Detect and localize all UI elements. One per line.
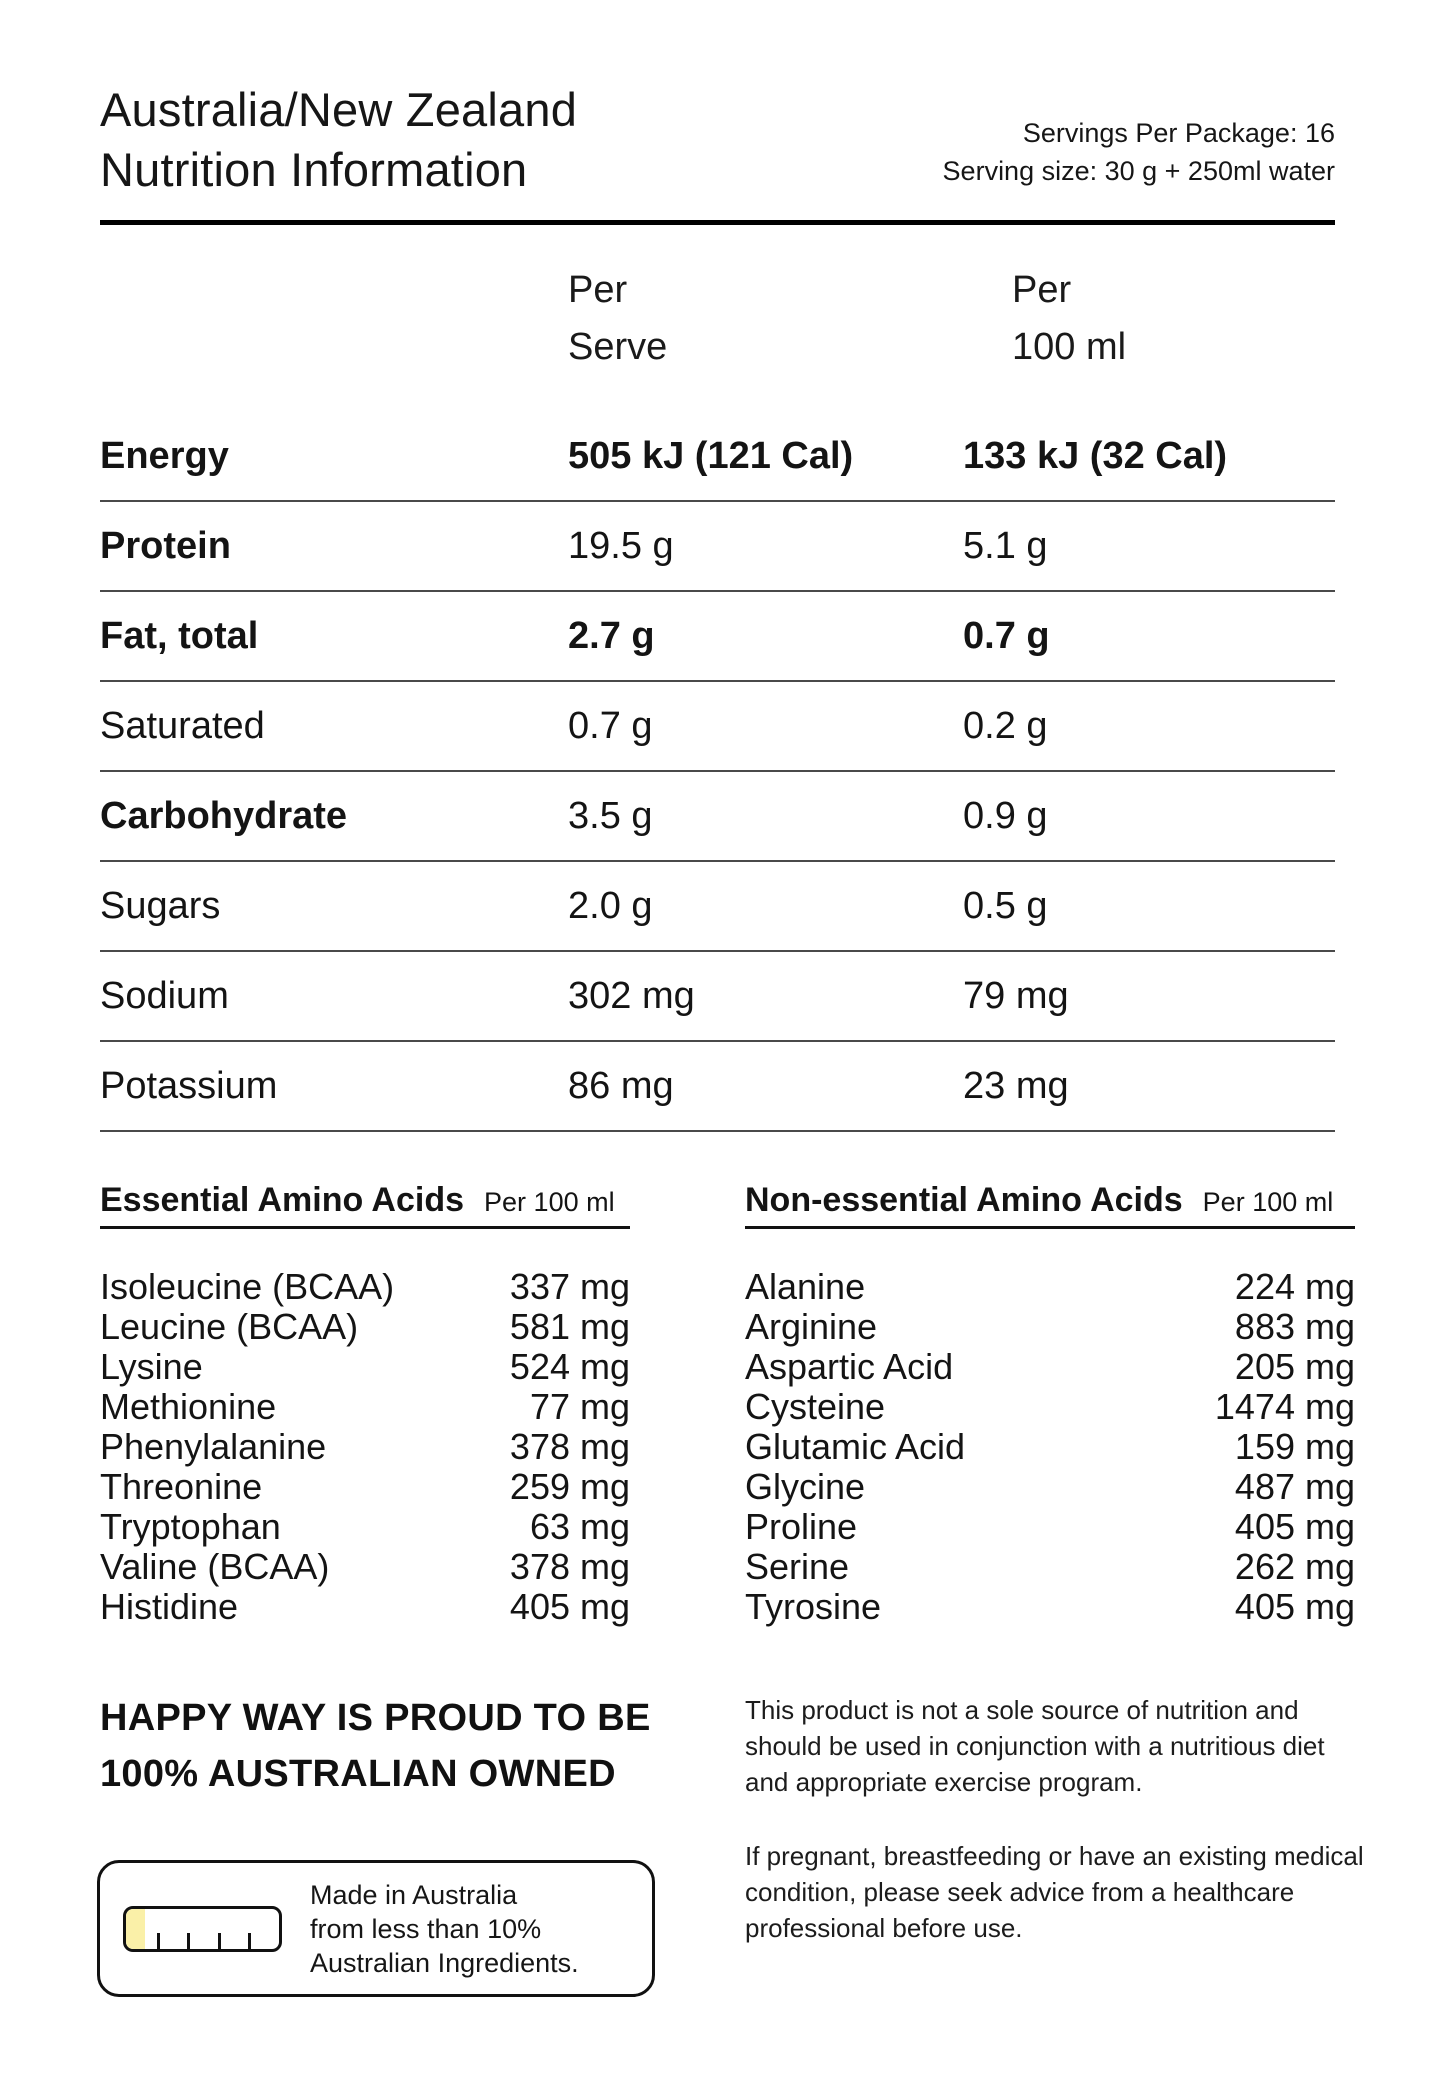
section-title: Essential Amino Acids bbox=[100, 1181, 465, 1219]
disclaimer-nutrition: This product is not a sole source of nutrition and should be used in conjunction with a nutritious diet and appropriate exercise program. bbox=[745, 1695, 1325, 1797]
row-value-per-serve: 505 kJ (121 Cal) bbox=[568, 434, 854, 477]
amino-name: Histidine bbox=[100, 1586, 239, 1627]
row-label: Sodium bbox=[100, 974, 229, 1017]
meter-tick bbox=[248, 1933, 251, 1949]
made-in-australia-badge bbox=[97, 1860, 655, 1997]
section-header bbox=[100, 1181, 630, 1229]
list-item bbox=[745, 1587, 1355, 1627]
amino-name: Methionine bbox=[100, 1386, 277, 1427]
list-item bbox=[100, 1307, 630, 1347]
amino-name: Proline bbox=[745, 1506, 858, 1547]
row-value-per-serve: 19.5 g bbox=[568, 524, 674, 567]
per-100ml-line1: Per bbox=[1012, 269, 1072, 311]
row-label: Potassium bbox=[100, 1064, 278, 1107]
per-serve-line2: Serve bbox=[568, 326, 668, 368]
ownership-heading bbox=[100, 1690, 651, 1802]
amino-value: 77 mg bbox=[529, 1386, 630, 1427]
table-row-sodium bbox=[100, 952, 1335, 1042]
row-value-per-100ml: 23 mg bbox=[963, 1064, 1069, 1107]
header-divider bbox=[100, 220, 1335, 225]
amino-value: 259 mg bbox=[509, 1466, 630, 1507]
amino-value: 224 mg bbox=[1234, 1266, 1355, 1307]
row-value-per-100ml: 79 mg bbox=[963, 974, 1069, 1017]
meter-tick bbox=[157, 1933, 160, 1949]
table-row-protein bbox=[100, 502, 1335, 592]
section-header bbox=[745, 1181, 1355, 1229]
list-item bbox=[100, 1387, 630, 1427]
amino-name: Tyrosine bbox=[745, 1586, 882, 1627]
package-info bbox=[943, 114, 1335, 190]
row-value-per-serve: 302 mg bbox=[568, 974, 695, 1017]
amino-value: 378 mg bbox=[509, 1546, 630, 1587]
page-title-line1: Australia/New Zealand bbox=[100, 83, 578, 136]
list-item bbox=[745, 1467, 1355, 1507]
section-unit: Per 100 ml bbox=[484, 1187, 615, 1217]
list-item bbox=[745, 1547, 1355, 1587]
amino-value: 581 mg bbox=[509, 1306, 630, 1347]
amino-name: Isoleucine (BCAA) bbox=[100, 1266, 395, 1307]
per-serve-line1: Per bbox=[568, 269, 628, 311]
page-title-line2: Nutrition Information bbox=[100, 143, 528, 196]
table-row-saturated bbox=[100, 682, 1335, 772]
row-label: Saturated bbox=[100, 704, 265, 747]
row-label: Sugars bbox=[100, 884, 221, 927]
amino-rows bbox=[100, 1267, 630, 1627]
row-value-per-serve: 2.7 g bbox=[568, 614, 655, 657]
table-row-carbohydrate bbox=[100, 772, 1335, 862]
list-item bbox=[100, 1467, 630, 1507]
amino-value: 262 mg bbox=[1234, 1546, 1355, 1587]
amino-name: Glycine bbox=[745, 1466, 866, 1507]
row-label: Protein bbox=[100, 524, 231, 567]
row-value-per-100ml: 0.5 g bbox=[963, 884, 1048, 927]
meter-fill bbox=[126, 1909, 145, 1949]
list-item bbox=[100, 1347, 630, 1387]
amino-value: 1474 mg bbox=[1214, 1386, 1355, 1427]
row-label: Energy bbox=[100, 434, 229, 477]
list-item bbox=[100, 1427, 630, 1467]
row-value-per-serve: 86 mg bbox=[568, 1064, 674, 1107]
column-header-per-100ml bbox=[1012, 262, 1126, 376]
amino-name: Phenylalanine bbox=[100, 1426, 327, 1467]
amino-name: Cysteine bbox=[745, 1386, 886, 1427]
list-item bbox=[745, 1267, 1355, 1307]
row-value-per-100ml: 0.9 g bbox=[963, 794, 1048, 837]
amino-name: Arginine bbox=[745, 1306, 878, 1347]
badge-line1: Made in Australia bbox=[310, 1879, 518, 1910]
list-item bbox=[745, 1427, 1355, 1467]
amino-name: Glutamic Acid bbox=[745, 1426, 966, 1467]
list-item bbox=[100, 1267, 630, 1307]
non-essential-amino-acids-section bbox=[745, 1181, 1355, 1627]
meter-tick bbox=[218, 1933, 221, 1949]
amino-name: Serine bbox=[745, 1546, 850, 1587]
amino-name: Lysine bbox=[100, 1346, 203, 1387]
amino-value: 337 mg bbox=[509, 1266, 630, 1307]
amino-rows bbox=[745, 1267, 1355, 1627]
row-value-per-serve: 2.0 g bbox=[568, 884, 653, 927]
ownership-line2: 100% AUSTRALIAN OWNED bbox=[100, 1753, 616, 1795]
amino-name: Tryptophan bbox=[100, 1506, 281, 1547]
table-row-potassium bbox=[100, 1042, 1335, 1132]
amino-value: 405 mg bbox=[509, 1586, 630, 1627]
nutrition-table bbox=[100, 412, 1335, 1132]
amino-value: 883 mg bbox=[1234, 1306, 1355, 1347]
amino-value: 205 mg bbox=[1234, 1346, 1355, 1387]
row-value-per-100ml: 0.2 g bbox=[963, 704, 1048, 747]
amino-name: Threonine bbox=[100, 1466, 263, 1507]
amino-value: 405 mg bbox=[1234, 1586, 1355, 1627]
badge-line2: from less than 10% bbox=[310, 1913, 542, 1944]
section-unit: Per 100 ml bbox=[1202, 1187, 1334, 1217]
list-item bbox=[745, 1347, 1355, 1387]
row-value-per-100ml: 133 kJ (32 Cal) bbox=[963, 434, 1228, 477]
table-row-sugars bbox=[100, 862, 1335, 952]
row-label: Fat, total bbox=[100, 614, 259, 657]
amino-value: 159 mg bbox=[1234, 1426, 1355, 1467]
disclaimers bbox=[745, 1692, 1365, 1984]
row-value-per-serve: 3.5 g bbox=[568, 794, 653, 837]
meter-tick bbox=[187, 1933, 190, 1949]
list-item bbox=[745, 1507, 1355, 1547]
ingredient-meter-icon bbox=[123, 1906, 282, 1952]
amino-value: 378 mg bbox=[509, 1426, 630, 1467]
amino-name: Alanine bbox=[745, 1266, 866, 1307]
serving-size: Serving size: 30 g + 250ml water bbox=[942, 156, 1335, 186]
row-value-per-100ml: 5.1 g bbox=[963, 524, 1048, 567]
list-item bbox=[745, 1307, 1355, 1347]
table-row-fat-total bbox=[100, 592, 1335, 682]
amino-value: 487 mg bbox=[1234, 1466, 1355, 1507]
page-title bbox=[100, 80, 577, 200]
amino-name: Valine (BCAA) bbox=[100, 1546, 330, 1587]
ownership-line1: HAPPY WAY IS PROUD TO BE bbox=[100, 1697, 651, 1739]
list-item bbox=[100, 1547, 630, 1587]
row-value-per-100ml: 0.7 g bbox=[963, 614, 1050, 657]
table-row-energy bbox=[100, 412, 1335, 502]
amino-name: Leucine (BCAA) bbox=[100, 1306, 359, 1347]
servings-per-package: Servings Per Package: 16 bbox=[1022, 118, 1335, 148]
disclaimer-medical: If pregnant, breastfeeding or have an existing medical condition, please seek advice from a healthcare professional before use. bbox=[745, 1841, 1364, 1943]
made-in-australia-text bbox=[310, 1878, 579, 1980]
list-item bbox=[745, 1387, 1355, 1427]
list-item bbox=[100, 1507, 630, 1547]
section-title: Non-essential Amino Acids bbox=[745, 1181, 1183, 1219]
row-label: Carbohydrate bbox=[100, 794, 348, 837]
essential-amino-acids-section bbox=[100, 1181, 630, 1627]
per-100ml-line2: 100 ml bbox=[1012, 326, 1127, 368]
column-header-per-serve bbox=[568, 262, 667, 376]
amino-value: 405 mg bbox=[1234, 1506, 1355, 1547]
list-item bbox=[100, 1587, 630, 1627]
amino-value: 524 mg bbox=[509, 1346, 630, 1387]
row-value-per-serve: 0.7 g bbox=[568, 704, 653, 747]
amino-value: 63 mg bbox=[529, 1506, 630, 1547]
amino-name: Aspartic Acid bbox=[745, 1346, 954, 1387]
badge-line3: Australian Ingredients. bbox=[310, 1947, 579, 1978]
